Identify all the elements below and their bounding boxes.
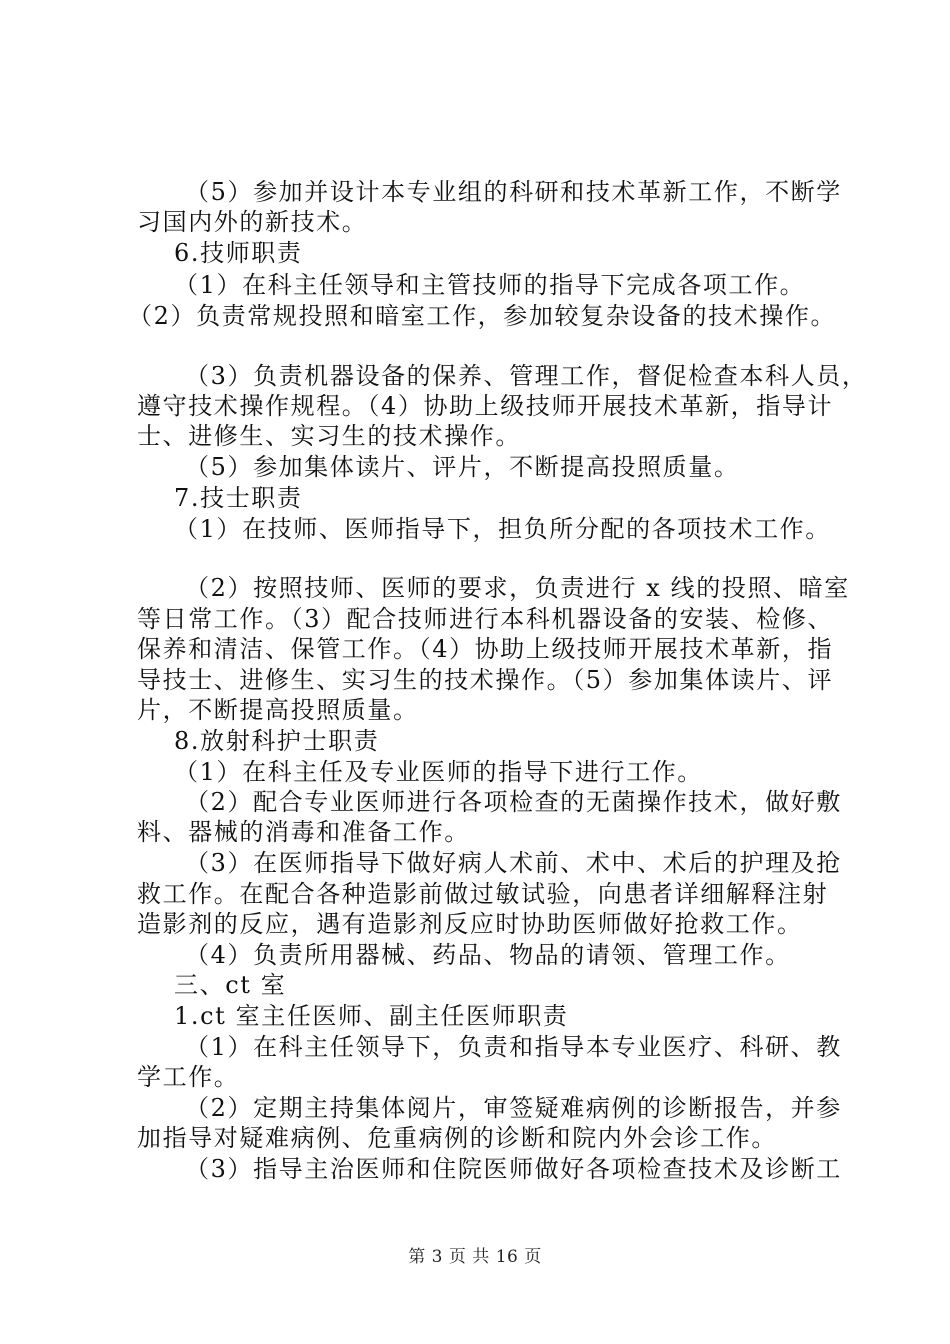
text-line: 遵守技术操作规程。（4）协助上级技师开展技术革新，指导计 [137, 392, 834, 420]
page-number: 第 3 页 共 16 页 [408, 1247, 542, 1267]
text-line: （4）负责所用器械、药品、物品的请领、管理工作。 [185, 941, 791, 969]
text-line: （1）在科主任及专业医师的指导下进行工作。 [174, 758, 703, 786]
text-line: （2）负责常规投照和暗室工作，参加较复杂设备的技术操作。 [128, 302, 837, 330]
text-line: （3）指导主治医师和住院医师做好各项检查技术及诊断工 [185, 1155, 842, 1183]
text-line: 救工作。在配合各种造影前做过敏试验，向患者详细解释注射 [137, 880, 829, 908]
section-heading: 三、ct 室 [174, 971, 287, 999]
text-line: （5）参加集体读片、评片，不断提高投照质量。 [185, 453, 740, 481]
text-line: 造影剂的反应，遇有造影剂反应时协助医师做好抢救工作。 [137, 910, 803, 938]
text-line: （5）参加并设计本专业组的科研和技术革新工作，不断学 [185, 178, 842, 206]
text-line: 保养和清洁、保管工作。（4）协助上级技师开展技术革新，指 [137, 635, 834, 663]
text-line: 料、器械的消毒和准备工作。 [137, 818, 470, 846]
text-line: （3）在医师指导下做好病人术前、术中、术后的护理及抢 [185, 849, 842, 877]
text-line: 导技士、进修生、实习生的技术操作。（5）参加集体读片、评 [137, 666, 834, 694]
text-line: （2）配合专业医师进行各项检查的无菌操作技术，做好敷 [185, 788, 842, 816]
text-line: 片，不断提高投照质量。 [137, 696, 419, 724]
text-line: 士、进修生、实习生的技术操作。 [137, 422, 521, 450]
text-line: （3）负责机器设备的保养、管理工作，督促检查本科人员， [185, 362, 868, 390]
section-heading: 7.技士职责 [174, 484, 303, 512]
section-heading: 1.ct 室主任医师、副主任医师职责 [174, 1002, 569, 1030]
section-heading: 6.技师职责 [174, 239, 303, 267]
text-line: （1）在技师、医师指导下，担负所分配的各项技术工作。 [174, 515, 831, 543]
text-line: 习国内外的新技术。 [137, 208, 368, 236]
text-line: （1）在科主任领导下，负责和指导本专业医疗、科研、教 [185, 1033, 842, 1061]
text-line: （2）按照技师、医师的要求，负责进行 x 线的投照、暗室 [185, 574, 850, 602]
text-line: 加指导对疑难病例、危重病例的诊断和院内外会诊工作。 [137, 1124, 777, 1152]
section-heading: 8.放射科护士职责 [174, 727, 380, 755]
text-line: 学工作。 [137, 1063, 240, 1091]
text-line: 等日常工作。（3）配合技师进行本科机器设备的安装、检修、 [137, 605, 834, 633]
text-line: （2）定期主持集体阅片，审签疑难病例的诊断报告，并参 [185, 1094, 842, 1122]
text-line: （1）在科主任领导和主管技师的指导下完成各项工作。 [174, 271, 806, 299]
